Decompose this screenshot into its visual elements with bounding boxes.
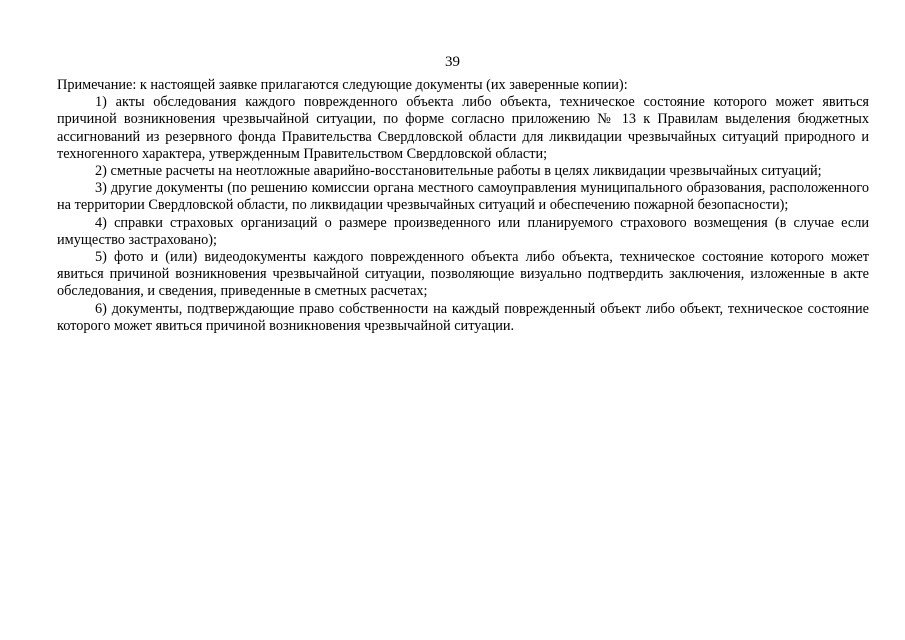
document-body — [57, 77, 869, 335]
list-item-3: 3) другие документы (по решению комиссии органа местного самоуправления муниципального образования, расположенного на территории Свердловской области, по ликвидации чрезвычайных ситуаций и обеспечению пожарной безопасности); — [57, 180, 869, 214]
list-item-1: 1) акты обследования каждого поврежденного объекта либо объекта, техническое состояние которого может явиться причиной возникновения чрезвычайной ситуации, по форме согласно приложению № 13 к Правилам выделения бюджетных ассигнований из резервного фонда Правительства Свердловской области для ликвидации чрезвычайных ситуаций природного и техногенного характера, утвержденным Правительством Свердловской области; — [57, 94, 869, 162]
list-item-4: 4) справки страховых организаций о размере произведенного или планируемого страхового возмещения (в случае если имущество застраховано); — [57, 214, 869, 248]
list-item-2: 2) сметные расчеты на неотложные аварийно-восстановительные работы в целях ликвидации чрезвычайных ситуаций; — [95, 163, 822, 180]
page-number: 39 — [445, 54, 460, 70]
list-item-5: 5) фото и (или) видеодокументы каждого поврежденного объекта либо объекта, техническое состояние которого может явиться причиной возникновения чрезвычайной ситуации, позволяющие визуально подтвердить заключения, изложенные в акте обследования, и сведения, приведенные в сметных расчетах; — [57, 249, 869, 300]
list-item-6: 6) документы, подтверждающие право собственности на каждый поврежденный объект либо объект, техническое состояние которого может явиться причиной возникновения чрезвычайной ситуации. — [57, 300, 869, 334]
note-intro: Примечание: к настоящей заявке прилагаются следующие документы (их заверенные копии): — [57, 77, 628, 93]
